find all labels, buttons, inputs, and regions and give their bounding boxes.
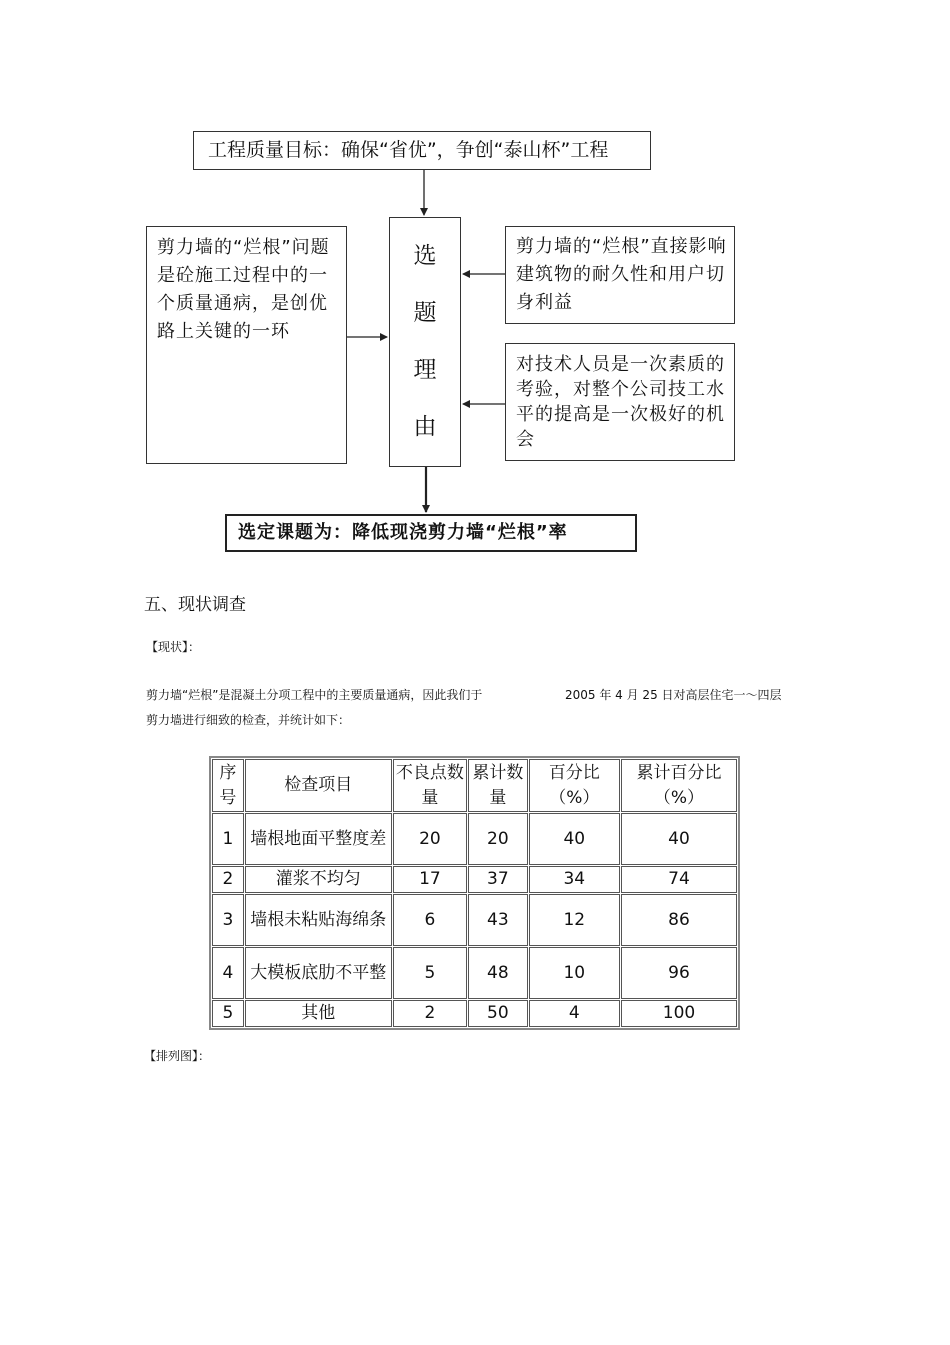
table-cell: 墙根未粘贴海绵条 — [245, 894, 392, 946]
table-cell: 74 — [621, 866, 737, 893]
table-cell: 2 — [393, 1000, 467, 1027]
diagram-arrows — [0, 0, 950, 600]
table-cell: 20 — [393, 813, 467, 865]
inspection-table — [209, 756, 740, 1030]
table-cell: 墙根地面平整度差 — [245, 813, 392, 865]
section-title: 五、现状调查 — [144, 595, 246, 615]
header-cell: 检查项目 — [245, 759, 392, 812]
table-cell: 40 — [529, 813, 620, 865]
header-cell: 不良点数量 — [393, 759, 467, 812]
header-cell: 累计百分比（%） — [621, 759, 737, 812]
table-row — [212, 947, 737, 999]
right-top-reason-box: 剪力墙的“烂根”直接影响建筑物的耐久性和用户切身利益 — [505, 226, 735, 324]
table-cell: 50 — [468, 1000, 528, 1027]
table-cell: 20 — [468, 813, 528, 865]
chart-label: 【排列图】： — [144, 1049, 211, 1063]
table-cell: 12 — [529, 894, 620, 946]
paragraph-line-1a: 剪力墙“烂根”是混凝土分项工程中的主要质量通病，因此我们于 — [146, 688, 483, 702]
table-cell: 34 — [529, 866, 620, 893]
header-cell: 百分比（%） — [529, 759, 620, 812]
table-cell: 86 — [621, 894, 737, 946]
table-cell: 5 — [393, 947, 467, 999]
table-cell: 48 — [468, 947, 528, 999]
table-cell: 2 — [212, 866, 244, 893]
table-row — [212, 894, 737, 946]
table-cell: 4 — [529, 1000, 620, 1027]
right-bottom-reason-box: 对技术人员是一次素质的考验，对整个公司技工水平的提高是一次极好的机会 — [505, 343, 735, 461]
header-cell: 累计数量 — [468, 759, 528, 812]
reason-char-3: 理 — [413, 357, 437, 383]
table-header-row — [212, 759, 737, 812]
table-cell: 6 — [393, 894, 467, 946]
table-cell: 3 — [212, 894, 244, 946]
table-cell: 5 — [212, 1000, 244, 1027]
table-cell: 1 — [212, 813, 244, 865]
table-cell: 17 — [393, 866, 467, 893]
table-cell: 大模板底肋不平整 — [245, 947, 392, 999]
quality-goal-box: 工程质量目标：确保“省优”，争创“泰山杯”工程 — [193, 131, 651, 170]
paragraph-line-2: 剪力墙进行细致的检查，并统计如下： — [146, 713, 351, 727]
left-reason-box: 剪力墙的“烂根”问题是砼施工过程中的一个质量通病，是创优路上关键的一环 — [146, 226, 347, 464]
paragraph-line-1b: 2005 年 4 月 25 日对高层住宅一～四层 — [565, 688, 782, 702]
table-row — [212, 866, 737, 893]
table-row — [212, 1000, 737, 1027]
reason-char-2: 题 — [413, 300, 437, 326]
header-cell: 序号 — [212, 759, 244, 812]
reason-char-4: 由 — [413, 414, 437, 440]
table-cell: 10 — [529, 947, 620, 999]
table-cell: 灌浆不均匀 — [245, 866, 392, 893]
status-label: 【现状】： — [146, 640, 201, 654]
table-cell: 40 — [621, 813, 737, 865]
selected-topic-box: 选定课题为：降低现浇剪力墙“烂根”率 — [225, 514, 637, 552]
table-cell: 4 — [212, 947, 244, 999]
table-cell: 43 — [468, 894, 528, 946]
table-cell: 其他 — [245, 1000, 392, 1027]
table-row — [212, 813, 737, 865]
table-cell: 100 — [621, 1000, 737, 1027]
table-cell: 37 — [468, 866, 528, 893]
reason-char-1: 选 — [413, 243, 437, 269]
table-cell: 96 — [621, 947, 737, 999]
